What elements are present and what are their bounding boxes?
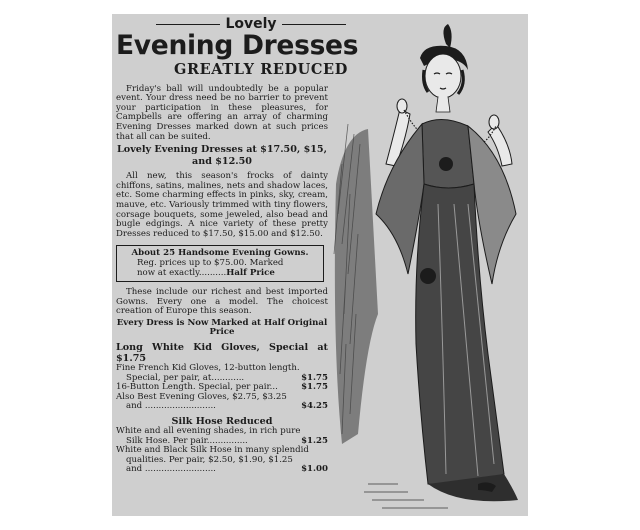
imports-paragraph: These include our richest and best imported Gowns. Every one a model. The choicest creation of Europe this season. <box>116 287 328 317</box>
gloves-line-3-text: 16-Button Length. Special, per pair... <box>116 382 278 393</box>
hose-line-5 <box>116 465 328 475</box>
gloves-line-5-text: and .......................... <box>126 401 216 412</box>
gowns-box-heading: About 25 Handsome Evening Gowns. <box>131 248 309 259</box>
gowns-box-line1: Reg. prices up to $75.00. Marked <box>137 257 284 268</box>
intro-paragraph: Friday's ball will undoubtedly be a popular event. Your dress need be no barrier to prevent your participation in these pleasures, for Campbells are offering an array of charming Evening Dresses marked down at such prices that all can be suited. <box>116 83 328 142</box>
newspaper-clipping <box>112 14 528 516</box>
headline: Evening Dresses <box>116 29 359 61</box>
gowns-box-line2-text: now at exactly.......... <box>137 267 227 278</box>
gowns-box-line2 <box>123 269 317 279</box>
gowns-box <box>116 245 324 282</box>
kicker-text: Lovely <box>225 16 277 32</box>
hose-line-4: qualities. Per pair, $2.50, $1.90, $1.25 <box>126 454 293 465</box>
hose-price-5: $1.00 <box>301 464 328 475</box>
dress-price-heading: Lovely Evening Dresses at $17.50, $15, and $12.50 <box>117 144 327 168</box>
ad-text-column <box>116 16 359 475</box>
dress-description: All new, this season's frocks of dainty chiffons, satins, malines, nets and shadow laces, etc. Some charming effects in pinks, sky, cream, mauve, etc. Variously trimmed with tiny flowers, corsage bouquets, some jeweled, also bead and bugle edgings. A nice variety of these pretty Dresses reduced to $17.50, $15.00 and $12.50. <box>116 171 328 239</box>
kicker-rule-left <box>156 24 220 25</box>
hose-line-5-text: and .......................... <box>126 464 216 475</box>
gloves-line-4: Also Best Evening Gloves, $2.75, $3.25 <box>116 391 287 402</box>
evening-dress-illustration <box>328 14 528 516</box>
hose-line-3: White and Black Silk Hose in many splendid <box>116 445 309 456</box>
bodice <box>422 119 474 188</box>
gloves-heading: Long White Kid Gloves, Special at $1.75 <box>116 342 328 365</box>
backdrop-dark <box>335 129 378 444</box>
hose-price-2: $1.25 <box>301 435 328 446</box>
hose-heading: Silk Hose Reduced <box>171 416 273 428</box>
gloves-line-1: Fine French Kid Gloves, 12-button length. <box>116 363 300 374</box>
gloves-price-5: $4.25 <box>301 401 328 412</box>
feather-plume <box>443 24 451 48</box>
skirt-rosette <box>420 268 436 284</box>
gloves-price-3: $1.75 <box>301 382 328 393</box>
gowns-box-price: Half Price <box>226 267 275 278</box>
head <box>420 46 468 112</box>
hose-line-2-text: Silk Hose. Per pair............... <box>126 435 248 446</box>
gloves-line-5 <box>116 402 328 412</box>
corsage <box>439 157 453 171</box>
hose-line-1: White and all evening shades, in rich pure <box>116 426 301 437</box>
gloves-line-2-text: Special, per pair, at............ <box>126 372 245 383</box>
kicker <box>156 16 346 32</box>
subheadline: GREATLY REDUCED <box>174 60 348 78</box>
half-price-note: Every Dress is Now Marked at Half Original Price <box>116 317 328 338</box>
gloves-price-2: $1.75 <box>301 372 328 383</box>
